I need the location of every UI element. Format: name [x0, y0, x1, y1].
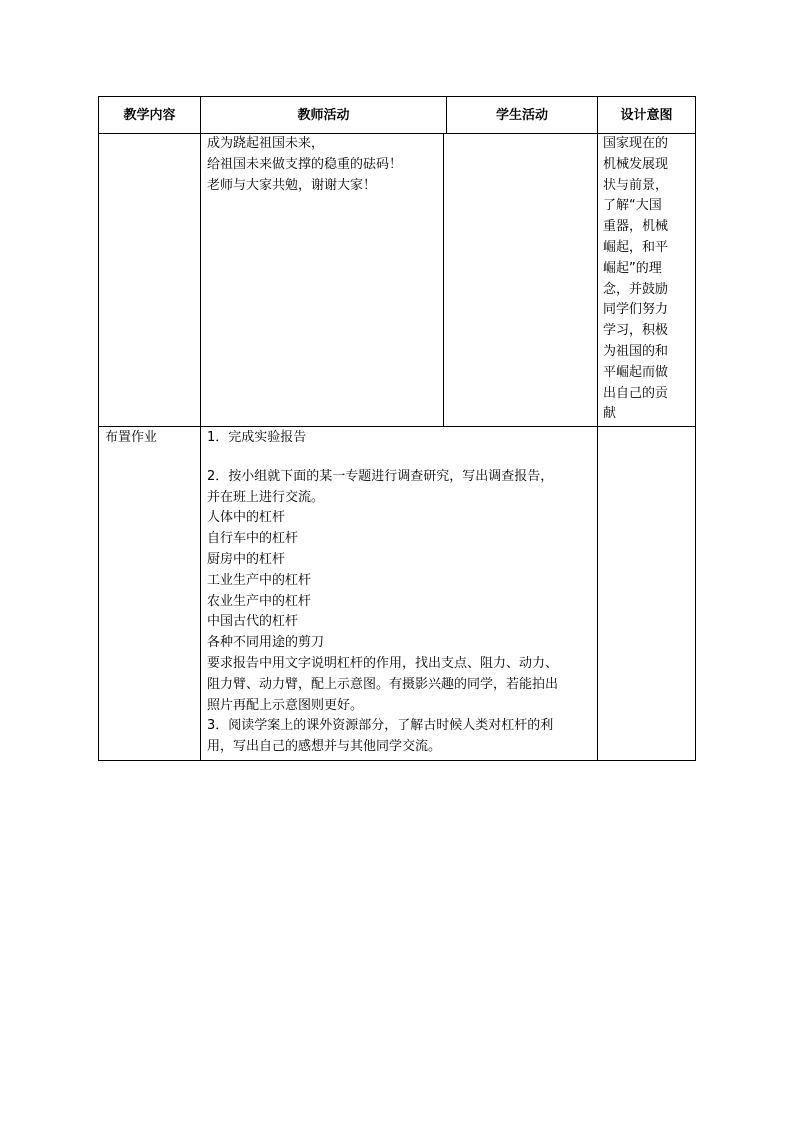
- text-line: 出自己的贡: [603, 385, 669, 401]
- table-border-left: [98, 96, 99, 761]
- text-line: 崛起，和平: [603, 239, 669, 255]
- row2-teaching-content: [105, 428, 157, 449]
- text-line: 自行车中的杠杆: [207, 531, 299, 547]
- text-line: 国家现在的: [603, 136, 669, 151]
- table-border-bottom: [98, 760, 696, 761]
- header-teacher-activity: 教师活动: [297, 108, 350, 123]
- text-line: 中国古代的杠杆: [207, 614, 299, 630]
- text-line: 要求报告中用文字说明杠杆的作用，找出支点、阻力、动力、: [207, 655, 559, 671]
- header-teaching-content: 教学内容: [123, 108, 176, 123]
- text-line: 重器，机械: [603, 219, 669, 235]
- text-line: 成为跷起祖国未来，: [207, 136, 325, 151]
- text-line: 念，并鼓励: [603, 281, 669, 297]
- text-line: 机械发展现: [603, 156, 669, 172]
- table-border-col1: [200, 96, 201, 761]
- text-line: 人体中的杠杆: [207, 510, 286, 526]
- text-line: 1．完成实验报告: [207, 430, 307, 445]
- text-line: 厨房中的杠杆: [207, 551, 286, 567]
- text-line: 并在班上进行交流。: [207, 489, 325, 505]
- text-line: 用，写出自己的感想并与其他同学交流。: [207, 739, 442, 755]
- text-line: 各种不同用途的剪刀: [207, 635, 325, 651]
- row1-teacher-activity: [207, 134, 402, 196]
- text-line: 农业生产中的杠杆: [207, 593, 312, 609]
- text-line: 献: [603, 406, 617, 422]
- text-line: 工业生产中的杠杆: [207, 572, 312, 588]
- table-border-col2-row1: [443, 133, 444, 427]
- text-line: 崛起”的理: [603, 260, 662, 276]
- row2-teacher-activity: [207, 428, 558, 758]
- text-line: 了解“大国: [603, 198, 662, 214]
- text-line: 学习，积极: [603, 323, 669, 339]
- blank-line: [207, 449, 558, 467]
- header-student-activity: 学生活动: [495, 108, 548, 123]
- row1-design-intent: [603, 134, 668, 425]
- text-line: 为祖国的和: [603, 343, 669, 359]
- header-design-intent: 设计意图: [620, 108, 673, 123]
- text-line: 同学们努力: [603, 302, 669, 318]
- table-border-row1-bottom: [98, 426, 696, 427]
- table-border-col3: [597, 96, 598, 761]
- text-line: 给祖国未来做支撑的稳重的砝码！: [207, 156, 403, 172]
- text-line: 阻力臂、动力臂，配上示意图。有摄影兴趣的同学，若能拍出: [207, 676, 559, 692]
- table-border-top: [98, 96, 696, 97]
- text-line: 布置作业: [105, 430, 158, 445]
- text-line: 2．按小组就下面的某一专题进行调查研究，写出调查报告，: [207, 468, 554, 484]
- text-line: 照片再配上示意图则更好。: [207, 697, 364, 713]
- text-line: 状与前景，: [603, 177, 669, 193]
- text-line: 老师与大家共勉，谢谢大家！: [207, 177, 377, 193]
- table-border-right: [695, 96, 696, 761]
- text-line: 3．阅读学案上的课外资源部分，了解古时候人类对杠杆的利: [207, 718, 554, 734]
- text-line: 平崛起而做: [603, 364, 669, 380]
